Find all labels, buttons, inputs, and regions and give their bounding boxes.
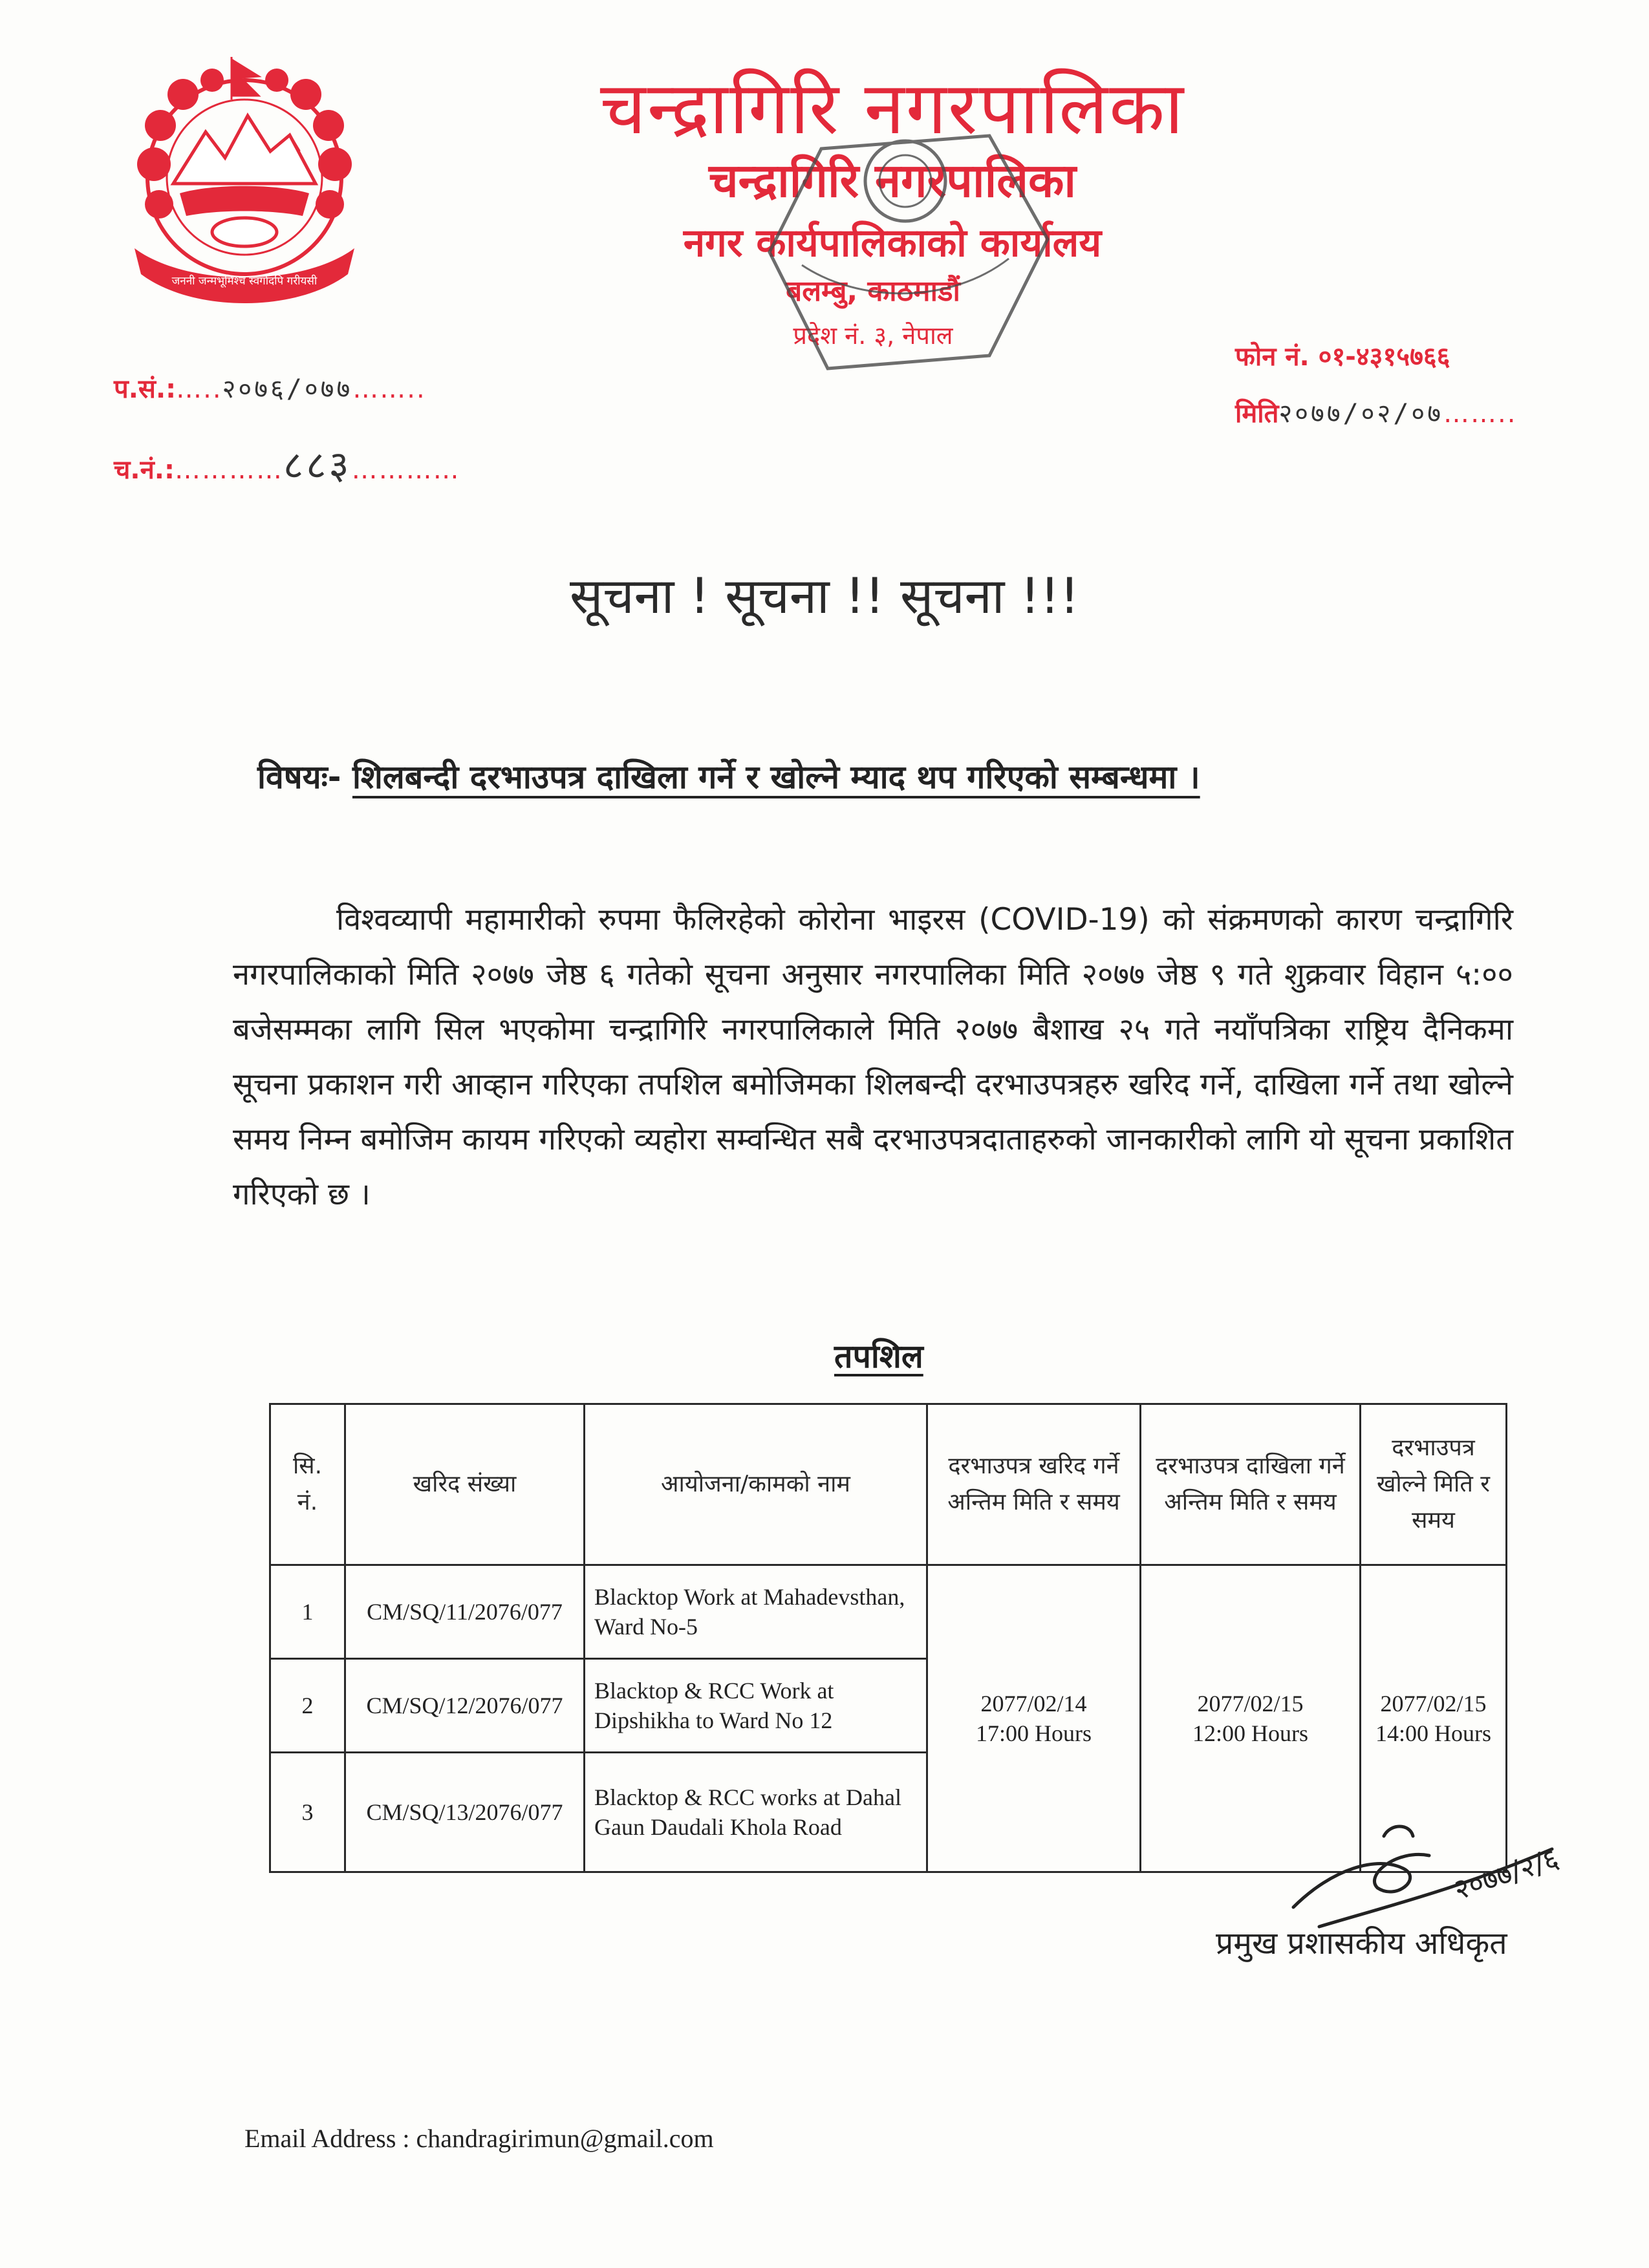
municipality-name-secondary: चन्द्रागिरि नगरपालिका bbox=[708, 153, 1077, 208]
opening-date: 2077/02/15 bbox=[1380, 1691, 1487, 1717]
signatory-designation: प्रमुख प्रशासकीय अधिकृत bbox=[1216, 1925, 1507, 1962]
subject-line bbox=[257, 754, 1200, 798]
row-serial: 2 bbox=[270, 1659, 345, 1753]
letter-reference-ps: प.सं.:…..२०७६/०७७…….. bbox=[114, 374, 426, 404]
table-header-row bbox=[270, 1404, 1507, 1565]
handwritten-signature-icon bbox=[1280, 1810, 1565, 1940]
row-project-name: Blacktop & RCC works at Dahal Gaun Daudali Khola Road bbox=[585, 1753, 927, 1872]
email-label: Email Address : bbox=[244, 2124, 410, 2153]
table-row bbox=[270, 1565, 1507, 1659]
header-purchase-number: खरिद संख्या bbox=[345, 1404, 585, 1565]
letter-reference-cn: च.नं.:…………८८३………… bbox=[114, 443, 460, 488]
header-project-name: आयोजना/कामको नाम bbox=[585, 1404, 927, 1565]
municipality-name: चन्द्रागिरि नगरपालिका bbox=[599, 67, 1185, 151]
row-code: CM/SQ/12/2076/077 bbox=[345, 1659, 585, 1753]
row-project-name: Blacktop & RCC Work at Dipshikha to Ward No 12 bbox=[585, 1659, 927, 1753]
row-serial: 1 bbox=[270, 1565, 345, 1659]
office-province: प्रदेश नं. ३, नेपाल bbox=[793, 321, 953, 350]
header-submission-deadline: दरभाउपत्र दाखिला गर्ने अन्तिम मिति र समय bbox=[1141, 1404, 1361, 1565]
row-serial: 3 bbox=[270, 1753, 345, 1872]
header-opening-time: दरभाउपत्र खोल्ने मिति र समय bbox=[1361, 1404, 1507, 1565]
bid-schedule-table bbox=[269, 1403, 1507, 1873]
nepal-emblem-icon bbox=[109, 54, 380, 313]
row-code: CM/SQ/13/2076/077 bbox=[345, 1753, 585, 1872]
opening-time: 14:00 Hours bbox=[1375, 1720, 1491, 1746]
subject-label: विषयः- bbox=[257, 758, 341, 796]
purchase-deadline-cell bbox=[927, 1565, 1141, 1872]
purchase-deadline-date: 2077/02/14 bbox=[980, 1691, 1087, 1717]
phone-number: फोन नं. ०१-४३१५७६६ bbox=[1235, 342, 1450, 372]
schedule-title: तपशिल bbox=[834, 1338, 923, 1375]
office-stamp-icon bbox=[744, 110, 1067, 381]
letter-date: मिति२०७७/०२/०७…….. bbox=[1235, 399, 1517, 429]
email-value: chandragirimun@gmail.com bbox=[416, 2124, 714, 2153]
subject-text: शिलबन्दी दरभाउपत्र दाखिला गर्ने र खोल्ने म्याद थप गरिएको सम्बन्धमा । bbox=[352, 758, 1200, 796]
office-name: नगर कार्यपालिकाको कार्यालय bbox=[683, 220, 1102, 266]
header-purchase-deadline: दरभाउपत्र खरिद गर्ने अन्तिम मिति र समय bbox=[927, 1404, 1141, 1565]
row-project-name: Blacktop Work at Mahadevsthan, Ward No-5 bbox=[585, 1565, 927, 1659]
notice-body-paragraph: विश्वव्यापी महामारीको रुपमा फैलिरहेको कोरोना भाइरस (COVID-19) को संक्रमणको कारण चन्द्रागिरि नगरपालिकाको मिति २०७७ जेष्ठ ६ गतेको सूचना अनुसार नगरपालिका मिति २०७७ जेष्ठ ९ गते शुक्रवार विहान ५:०० बजेसम्मका लागि सिल भएकोमा चन्द्रागिरि नगरपालिकाले मिति २०७७ बैशाख २५ गते नयाँपत्रिका राष्ट्रिय दैनिकमा सूचना प्रकाशन गरी आव्हान गरिएका तपशिल बमोजिमका शिलबन्दी दरभाउपत्रहरु खरिद गर्ने, दाखिला गर्ने तथा खोल्ने समय निम्न बमोजिम कायम गरिएको व्यहोरा सम्वन्धित सबै दरभाउपत्रदाताहरुको जानकारीको लागि यो सूचना प्रकाशित गरिएको छ । bbox=[233, 902, 1513, 1212]
email-address bbox=[244, 2123, 714, 2154]
submission-deadline-time: 12:00 Hours bbox=[1192, 1720, 1308, 1746]
row-code: CM/SQ/11/2076/077 bbox=[345, 1565, 585, 1659]
purchase-deadline-time: 17:00 Hours bbox=[976, 1720, 1092, 1746]
notice-title: सूचना ! सूचना !! सूचना !!! bbox=[569, 567, 1080, 625]
submission-deadline-date: 2077/02/15 bbox=[1197, 1691, 1304, 1717]
header-serial: सि. नं. bbox=[270, 1404, 345, 1565]
svg-text:जननी जन्मभूमिश्च स्वर्गादपि गर: जननी जन्मभूमिश्च स्वर्गादपि गरीयसी bbox=[171, 275, 318, 288]
office-location: बलम्बु, काठमाडौं bbox=[786, 275, 960, 308]
svg-text:२०७७/२/६: २०७७/२/६ bbox=[1450, 1842, 1563, 1907]
